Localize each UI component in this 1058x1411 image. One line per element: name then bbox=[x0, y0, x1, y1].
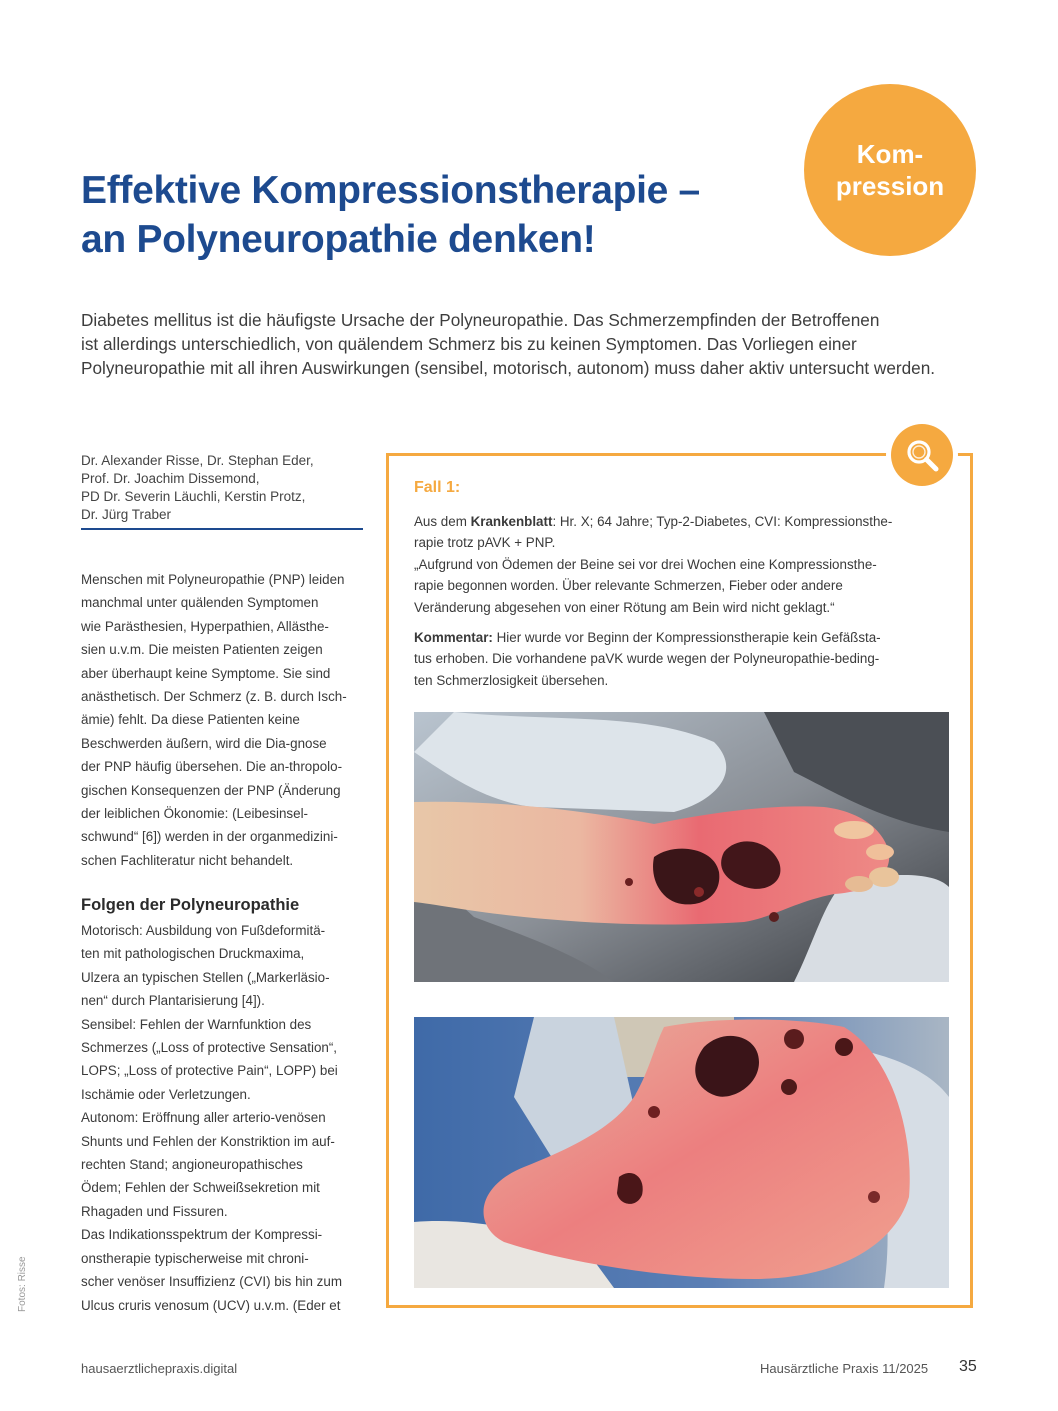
wound-photo-1-image bbox=[414, 712, 949, 982]
body-line: Beschwerden äußern, wird die Dia-gnose bbox=[81, 735, 327, 751]
page-number: 35 bbox=[959, 1358, 977, 1375]
author-line: Prof. Dr. Joachim Dissemond, bbox=[81, 471, 260, 486]
body-line: ten mit pathologischen Druckmaxima, bbox=[81, 946, 305, 962]
body-line: der PNP häufig übersehen. Die an-thropolo- bbox=[81, 759, 343, 775]
case-comment bbox=[414, 627, 954, 691]
body-line: Sensibel: Fehlen der Warnfunktion des bbox=[81, 1016, 312, 1032]
body-line: ämie) fehlt. Da diese Patienten keine bbox=[81, 712, 300, 728]
case-line: „Aufgrund von Ödemen der Beine sei vor drei Wochen eine Kompressionsthe- bbox=[414, 556, 877, 572]
record-prefix: Aus dem bbox=[414, 514, 471, 529]
badge-line-2: pression bbox=[835, 171, 945, 201]
body-line: onstherapie typischerweise mit chroni- bbox=[81, 1250, 309, 1266]
comment-first: Hier wurde vor Beginn der Kompressionstherapie kein Gefäßsta- bbox=[492, 630, 881, 645]
case-line: rapie begonnen worden. Über relevante Schmerzen, Fieber oder andere bbox=[414, 578, 843, 594]
author-line: Dr. Jürg Traber bbox=[81, 507, 172, 522]
author-line: Dr. Alexander Risse, Dr. Stephan Eder, bbox=[81, 453, 314, 468]
body-line: Schmerzes („Loss of protective Sensation“, bbox=[81, 1040, 338, 1056]
body-line: rechten Stand; angioneuropathisches bbox=[81, 1157, 303, 1173]
author-line: PD Dr. Severin Läuchli, Kerstin Protz, bbox=[81, 489, 306, 504]
section-heading: Folgen der Polyneuropathie bbox=[81, 896, 300, 914]
badge-line-1: Kom- bbox=[856, 139, 924, 169]
case-title: Fall 1: bbox=[414, 479, 461, 496]
wound-photo-1 bbox=[414, 712, 949, 982]
body-line: Autonom: Eröffnung aller arterio-venösen bbox=[81, 1110, 326, 1126]
photo-credit: Fotos: Risse bbox=[17, 1256, 28, 1312]
wound-photo-2 bbox=[414, 1017, 949, 1288]
case-record bbox=[414, 511, 954, 618]
magnifier-icon bbox=[891, 424, 953, 486]
footer-url[interactable]: hausaerztlichepraxis.digital bbox=[81, 1361, 238, 1376]
comment-label: Kommentar: bbox=[414, 630, 493, 645]
body-line: Ödem; Fehlen der Schweißsekretion mit bbox=[81, 1180, 320, 1196]
body-line: schen Fachliteratur nicht behandelt. bbox=[81, 852, 294, 868]
wound-photo-2-image bbox=[414, 1017, 949, 1288]
lead-line: Polyneuropathie mit all ihren Auswirkungen (sensibel, motorisch, autonom) muss daher aktiv untersucht werden. bbox=[81, 358, 936, 378]
article-title bbox=[81, 166, 801, 264]
author-divider bbox=[81, 528, 363, 530]
case-line bbox=[414, 627, 954, 648]
body-line: nen“ durch Plantarisierung [4]). bbox=[81, 993, 265, 1009]
body-line: aber überhaupt keine Symptome. Sie sind bbox=[81, 665, 331, 681]
body-line: manchmal unter quälenden Symptomen bbox=[81, 595, 319, 611]
section-body bbox=[81, 919, 363, 1317]
body-line: Rhagaden und Fissuren. bbox=[81, 1203, 228, 1219]
author-list bbox=[81, 452, 363, 524]
lead-paragraph bbox=[81, 308, 981, 380]
title-line-1: Effektive Kompressionstherapie – bbox=[81, 169, 700, 212]
record-first: : Hr. X; 64 Jahre; Typ-2-Diabetes, CVI: Kompressionsthe- bbox=[552, 514, 893, 529]
body-line: der leiblichen Ökonomie: (Leibesinsel- bbox=[81, 806, 309, 822]
lead-line: Diabetes mellitus ist die häufigste Ursache der Polyneuropathie. Das Schmerzempfinden der Betroffenen bbox=[81, 310, 880, 330]
title-line-2: an Polyneuropathie denken! bbox=[81, 218, 596, 261]
body-line: Shunts und Fehlen der Konstriktion im auf- bbox=[81, 1133, 335, 1149]
body-line: wie Parästhesien, Hyperpathien, Allästhe- bbox=[81, 618, 329, 634]
category-badge bbox=[804, 84, 976, 256]
case-line: Veränderung abgesehen von einer Rötung am Bein wird nicht geklagt.“ bbox=[414, 599, 835, 615]
case-line: tus erhoben. Die vorhandene paVK wurde wegen der Polyneuropathie-beding- bbox=[414, 651, 880, 667]
body-line: Menschen mit Polyneuropathie (PNP) leiden bbox=[81, 572, 345, 587]
body-line: scher venöser Insuffizienz (CVI) bis hin zum bbox=[81, 1274, 342, 1290]
record-label: Krankenblatt bbox=[470, 514, 553, 529]
footer-journal: Hausärztliche Praxis 11/2025 bbox=[760, 1361, 929, 1376]
case-line bbox=[414, 511, 954, 532]
body-line: anästhetisch. Der Schmerz (z. B. durch Isch- bbox=[81, 689, 347, 705]
body-line: Das Indikationsspektrum der Kompressi- bbox=[81, 1227, 323, 1243]
body-line: Motorisch: Ausbildung von Fußdeformitä- bbox=[81, 923, 326, 938]
case-line: rapie trotz pAVK + PNP. bbox=[414, 535, 556, 551]
body-line: schwund“ [6]) werden in der organmedizini- bbox=[81, 829, 338, 845]
body-line: sien u.v.m. Die meisten Patienten zeigen bbox=[81, 642, 323, 658]
magnifier-icon-glyph bbox=[902, 435, 942, 475]
body-line: Ischämie oder Verletzungen. bbox=[81, 1086, 251, 1102]
body-line: Ulzera an typischen Stellen („Markerläsio- bbox=[81, 969, 330, 985]
case-line: ten Schmerzlosigkeit übersehen. bbox=[414, 672, 609, 688]
body-line: Ulcus cruris venosum (UCV) u.v.m. (Eder et bbox=[81, 1297, 341, 1313]
intro-paragraph bbox=[81, 568, 363, 872]
body-line: LOPS; „Loss of protective Pain“, LOPP) bei bbox=[81, 1063, 338, 1079]
body-line: gischen Konsequenzen der PNP (Änderung bbox=[81, 782, 341, 798]
lead-line: ist allerdings unterschiedlich, von quälendem Schmerz bis zu keinen Symptomen. Das Vorliegen einer bbox=[81, 334, 857, 354]
